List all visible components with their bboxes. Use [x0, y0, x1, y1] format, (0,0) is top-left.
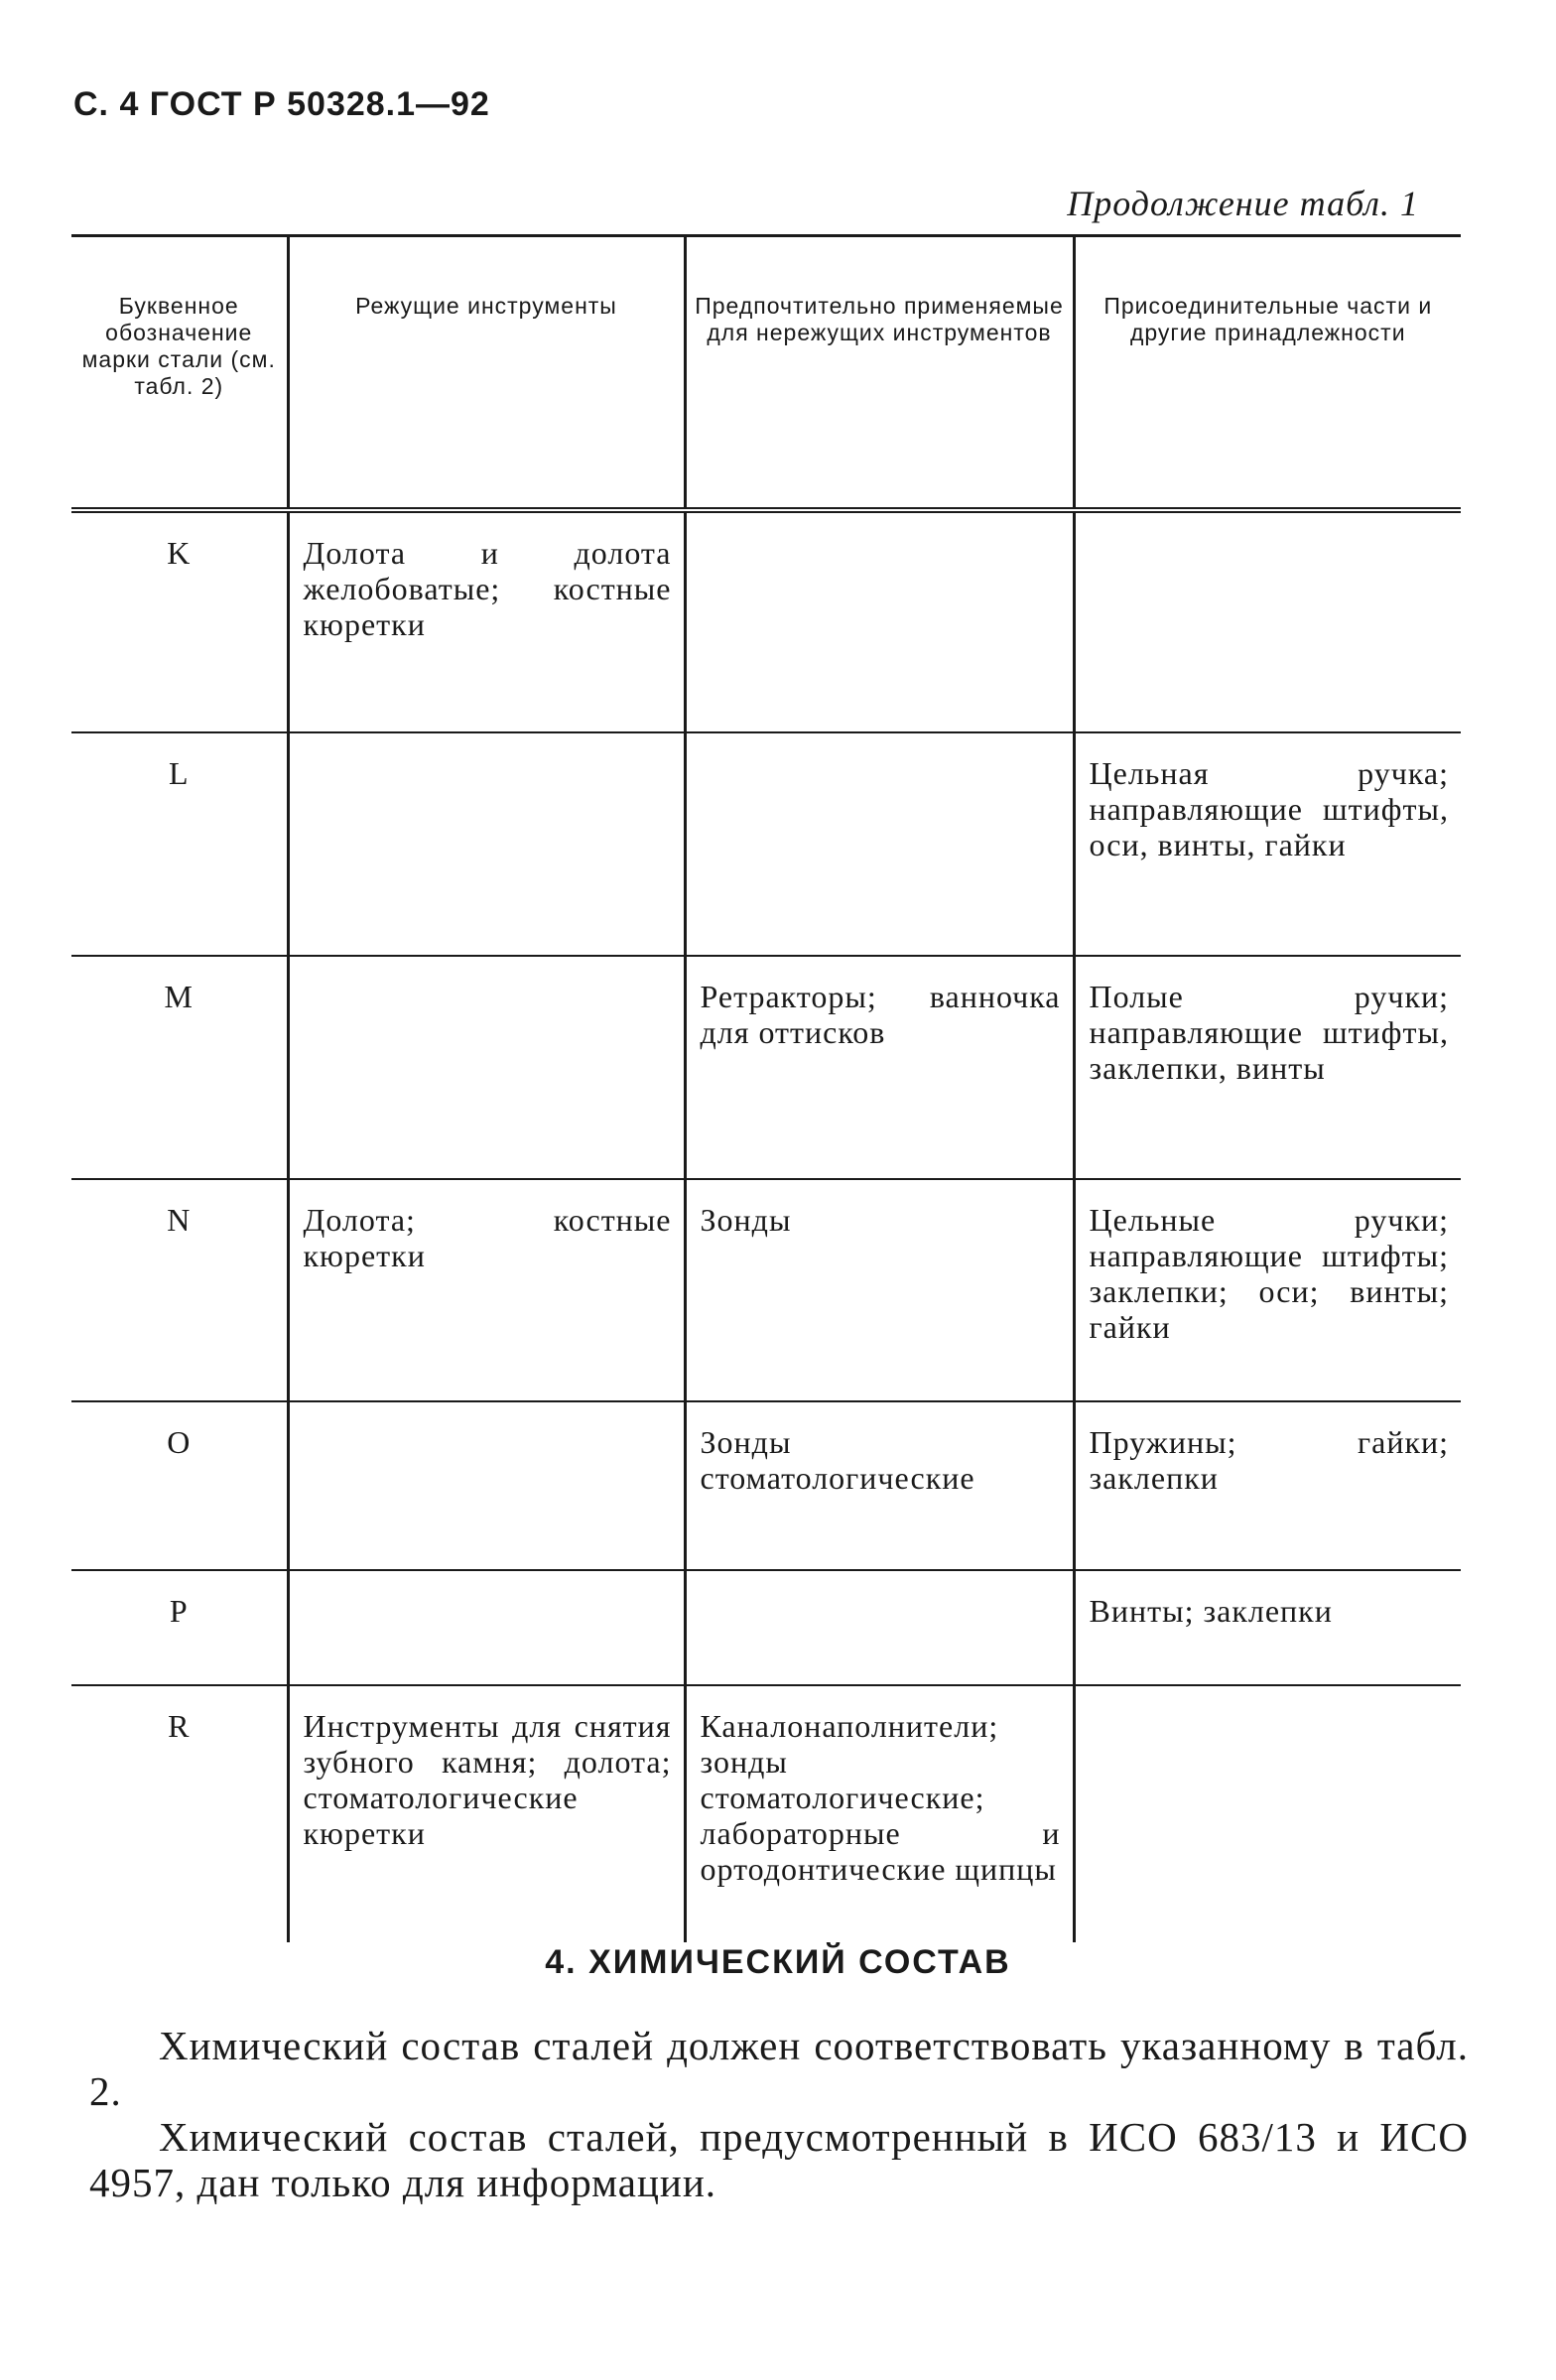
table-header — [71, 236, 1461, 511]
table-row — [71, 510, 1461, 732]
cell-accessories — [1074, 510, 1461, 732]
cell-steel-mark: L — [71, 732, 288, 956]
cell-non-cutting-tools — [685, 1570, 1074, 1685]
cell-steel-mark: M — [71, 956, 288, 1179]
cell-accessories: Полые ручки; направляющие штифты, заклепки, винты — [1074, 956, 1461, 1179]
section-body — [89, 2023, 1469, 2205]
paragraph: Химический состав сталей должен соответствовать указанному в табл. 2. — [89, 2023, 1469, 2114]
cell-accessories: Цельные ручки; направляющие штифты; заклепки; оси; винты; гайки — [1074, 1179, 1461, 1401]
cell-non-cutting-tools — [685, 510, 1074, 732]
cell-cutting-tools: Инструменты для снятия зубного камня; долота; стоматологические кюретки — [288, 1685, 685, 1942]
table-row — [71, 1179, 1461, 1401]
column-header-steel-mark: Буквенное обозначение марки стали (см. табл. 2) — [71, 236, 288, 511]
table-body — [71, 510, 1461, 1942]
cell-cutting-tools: Долота; костные кюретки — [288, 1179, 685, 1401]
page-header: С. 4 ГОСТ Р 50328.1—92 — [73, 85, 490, 123]
cell-non-cutting-tools: Каналонаполнители; зонды стоматологические; лабораторные и ортодонтические щипцы — [685, 1685, 1074, 1942]
cell-cutting-tools: Долота и долота желобоватые; костные кюретки — [288, 510, 685, 732]
table-row — [71, 1570, 1461, 1685]
table-row — [71, 1685, 1461, 1942]
table-row — [71, 1401, 1461, 1570]
paragraph: Химический состав сталей, предусмотренный в ИСО 683/13 и ИСО 4957, дан только для информации. — [89, 2114, 1469, 2205]
cell-steel-mark: P — [71, 1570, 288, 1685]
cell-accessories: Винты; заклепки — [1074, 1570, 1461, 1685]
cell-cutting-tools — [288, 732, 685, 956]
table-continuation-caption: Продолжение табл. 1 — [1067, 184, 1419, 223]
table-header-row — [71, 236, 1461, 511]
cell-accessories: Цельная ручка; направляющие штифты, оси, винты, гайки — [1074, 732, 1461, 956]
cell-cutting-tools — [288, 956, 685, 1179]
steel-usage-table — [71, 234, 1461, 1942]
cell-cutting-tools — [288, 1570, 685, 1685]
cell-accessories — [1074, 1685, 1461, 1942]
section-title: 4. ХИМИЧЕСКИЙ СОСТАВ — [545, 1943, 1011, 1981]
cell-non-cutting-tools: Ретракторы; ванночка для оттисков — [685, 956, 1074, 1179]
column-header-cutting-tools: Режущие инструменты — [288, 236, 685, 511]
cell-non-cutting-tools: Зонды — [685, 1179, 1074, 1401]
cell-steel-mark: R — [168, 1708, 191, 1744]
table-row — [71, 732, 1461, 956]
table — [71, 234, 1461, 1942]
cell-non-cutting-tools — [685, 732, 1074, 956]
cell-steel-mark: N — [71, 1179, 288, 1401]
cell-steel-mark: O — [71, 1401, 288, 1570]
table-row — [71, 956, 1461, 1179]
cell-accessories: Пружины; гайки; заклепки — [1074, 1401, 1461, 1570]
cell-non-cutting-tools: Зонды стоматологические — [685, 1401, 1074, 1570]
cell-steel-mark: K — [71, 510, 288, 732]
column-header-non-cutting-tools: Предпочтительно применяемые для нережущих инструментов — [685, 236, 1074, 511]
column-header-accessories: Присоединительные части и другие принадлежности — [1074, 236, 1461, 511]
cell-cutting-tools — [288, 1401, 685, 1570]
